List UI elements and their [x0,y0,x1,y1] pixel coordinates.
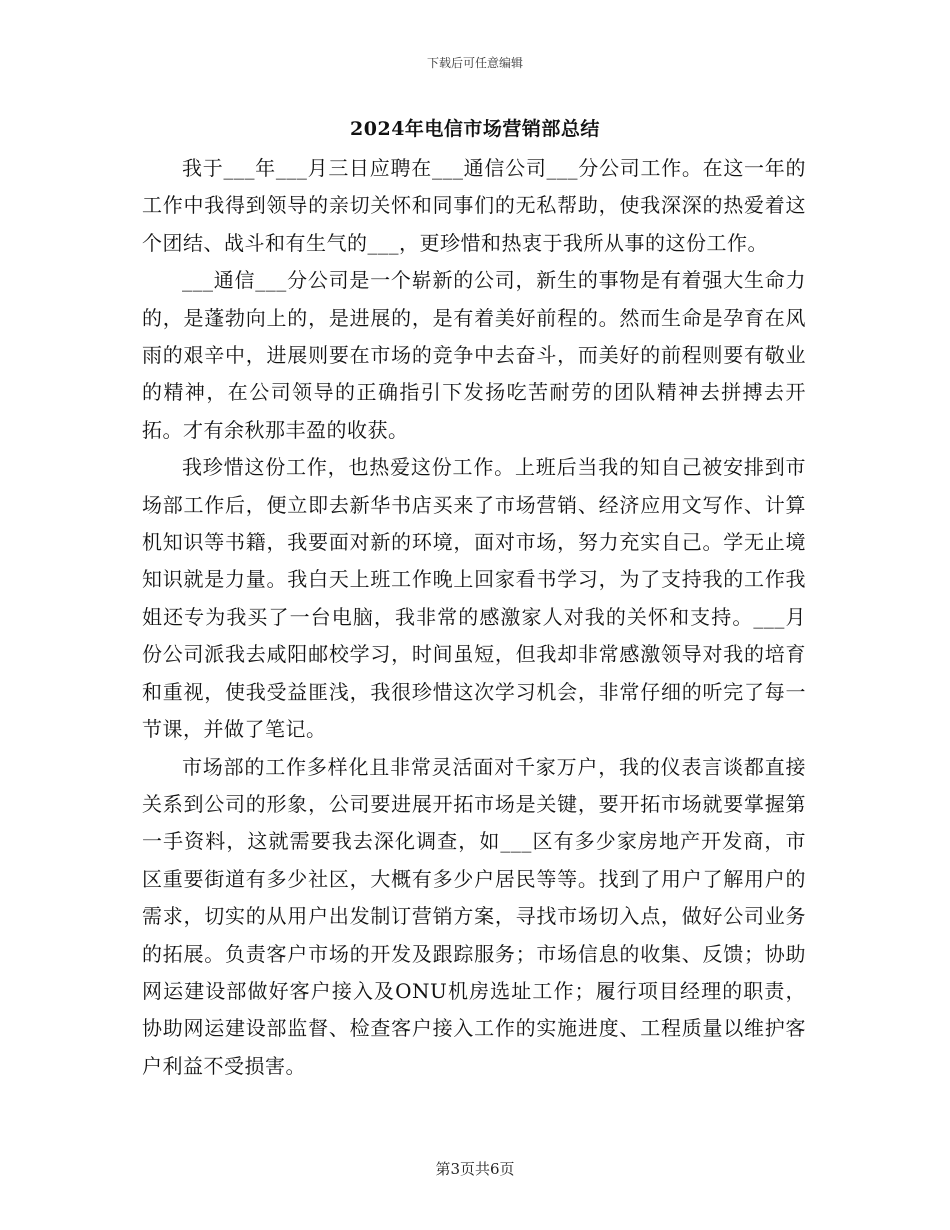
header-note: 下载后可任意编辑 [426,56,523,70]
document-body [142,150,806,1085]
document-title: 2024年电信市场营销部总结 [350,118,600,140]
paragraph-3: 我珍惜这份工作，也热爱这份工作。上班后当我的知自己被安排到市场部工作后，便立即去新华书店买来了市场营销、经济应用文写作、计算机知识等书籍，我要面对新的环境，面对市场，努力充实自己。学无止境知识就是力量。我白天上班工作晚上回家看书学习，为了支持我的工作我姐还专为我买了一台电脑，我非常的感激家人对我的关怀和支持。___月份公司派我去咸阳邮校学习，时间虽短，但我却非常感激领导对我的培育和重视，使我受益匪浅，我很珍惜这次学习机会，非常仔细的听完了每一节课，并做了笔记。 [142,455,806,742]
paragraph-1: 我于___年___月三日应聘在___通信公司___分公司工作。在这一年的工作中我得到领导的亲切关怀和同事们的无私帮助，使我深深的热爱着这个团结、战斗和有生气的___，更珍惜和热衷于我所从事的这份工作。 [142,156,806,255]
paragraph-4: 市场部的工作多样化且非常灵活面对千家万户，我的仪表言谈都直接关系到公司的形象，公司要进展开拓市场是关键，要开拓市场就要掌握第一手资料，这就需要我去深化调查，如___区有多少家房地产开发商，市区重要街道有多少社区，大概有多少户居民等等。找到了用户了解用户的需求，切实的从用户出发制订营销方案，寻找市场切入点，做好公司业务的拓展。负责客户市场的开发及跟踪服务；市场信息的收集、反馈；协助网运建设部做好客户接入及ONU机房选址工作；履行项目经理的职责，协助网运建设部监督、检查客户接入工作的实施进度、工程质量以维护客户利益不受损害。 [142,754,806,1078]
paragraph-2: ___通信___分公司是一个崭新的公司，新生的事物是有着强大生命力的，是蓬勃向上的，是进展的，是有着美好前程的。然而生命是孕育在风雨的艰辛中，进展则要在市场的竞争中去奋斗，而美好的前程则要有敬业的精神，在公司领导的正确指引下发扬吃苦耐劳的团队精神去拼搏去开拓。才有余秋那丰盈的收获。 [142,268,806,442]
page-number-footer: 第3页共6页 [435,1160,515,1178]
